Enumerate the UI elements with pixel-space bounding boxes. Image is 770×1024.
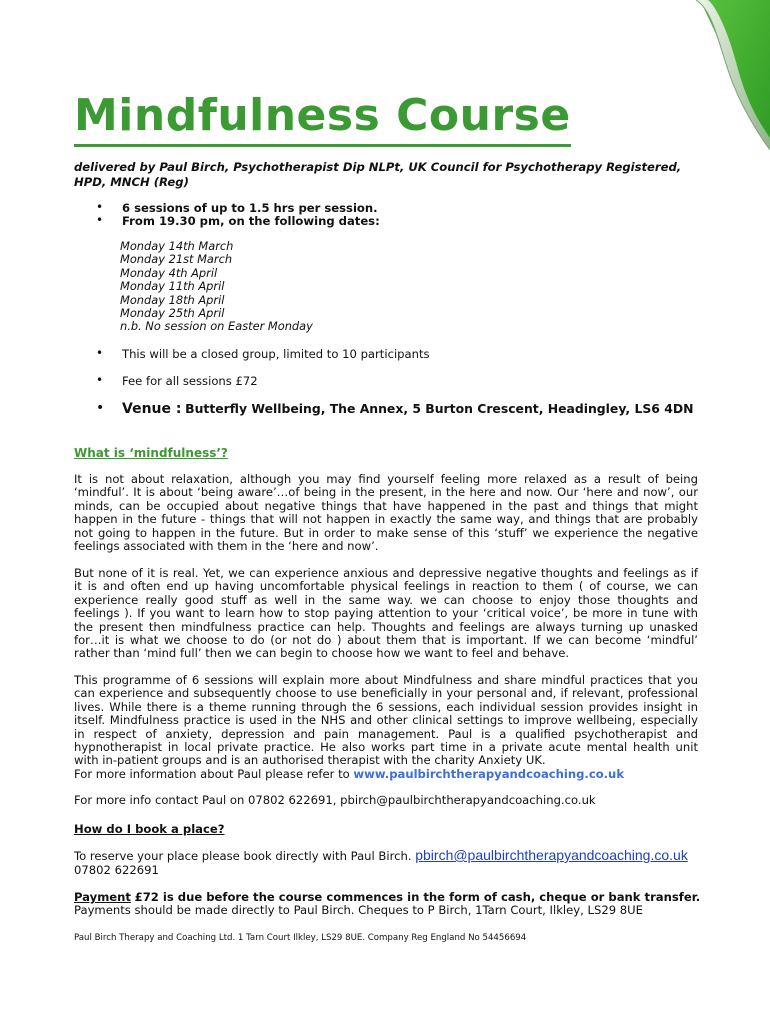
- page-curl-corner: [660, 0, 770, 150]
- text-line: minds, can be occupied about negative things that have happened in the past and things that might: [74, 498, 698, 513]
- booking-email-link[interactable]: pbirch@paulbirchtherapyandcoaching.co.uk: [415, 847, 688, 863]
- date-note: n.b. No session on Easter Monday: [120, 319, 313, 334]
- more-info-line: [74, 768, 698, 781]
- bullet-icon: •: [96, 373, 104, 387]
- contact-line: For more info contact Paul on 07802 622691, pbirch@paulbirchtherapyandcoaching.co.uk: [74, 793, 596, 807]
- text-line: can experience and subsequently choose to use beneficially in your personal and, if relevant, professional: [74, 686, 698, 701]
- paragraph-programme: [74, 674, 698, 781]
- payment-block: [74, 890, 701, 918]
- page-title: Mindfulness Course: [74, 88, 571, 147]
- bullet-fee: Fee for all sessions £72: [122, 374, 258, 388]
- section-heading-booking: How do I book a place?: [74, 822, 225, 836]
- booking-line: [74, 849, 698, 863]
- date-item: Monday 14th March: [120, 239, 234, 253]
- venue-label: Venue :: [122, 401, 182, 417]
- payment-label: Payment: [74, 890, 131, 904]
- bullet-icon: •: [96, 213, 104, 227]
- text-line: But none of it is real. Yet, we can experience anxious and depressive negative thoughts and feelings as if: [74, 566, 698, 580]
- website-link[interactable]: www.paulbirchtherapyandcoaching.co.uk: [353, 766, 625, 781]
- text-line: hypnotherapist in local private practice. He also works part time in a private acute mental health unit: [74, 740, 698, 755]
- text-line: in respect of anxiety, depression and pain management. Paul is a qualified psychotherapist and: [74, 726, 698, 741]
- text-line: happen in the future - things that will not happen in exactly the same way, and things that are probably: [74, 512, 698, 527]
- text-line: It is not about relaxation, although you may find yourself feeling more relaxed as a result of being: [74, 472, 698, 486]
- section-heading-mindfulness: What is ‘mindfulness’?: [74, 446, 228, 460]
- booking-phone: 07802 622691: [74, 863, 159, 877]
- text-line: ‘mindful’. It is about ‘being aware’…of being in the present, in the here and now. Our ‘here and now’, our: [74, 485, 698, 500]
- dates-list: [120, 240, 313, 334]
- text-line: it is and often end up having uncomfortable physical feelings in reaction to them ( of course, we can: [74, 579, 698, 594]
- more-info-text: For more information about Paul please refer to: [74, 766, 350, 781]
- bullet-sessions: 6 sessions of up to 1.5 hrs per session.: [122, 201, 378, 215]
- payment-line: [74, 890, 701, 904]
- text-line: feelings associated with them in the ‘here and now’.: [74, 539, 379, 554]
- booking-text: To reserve your place please book directly with Paul Birch.: [74, 849, 412, 863]
- footer-text: Paul Birch Therapy and Coaching Ltd. 1 Tarn Court Ilkley, LS29 8UE. Company Reg England No 54456694: [74, 933, 527, 943]
- date-item: Monday 18th April: [120, 292, 225, 307]
- paragraph-not-real: [74, 567, 698, 661]
- text-line: the present then mindfulness practice can help. Thoughts and feelings are always turning up unasked: [74, 619, 698, 634]
- date-item: Monday 21st March: [120, 252, 233, 267]
- payment-text: £72 is due before the course commences in the form of cash, cheque or bank transfer.: [134, 890, 701, 904]
- bullet-group: This will be a closed group, limited to 10 participants: [122, 347, 430, 361]
- text-line: itself. Mindfulness practice is used in the NHS and other clinical settings to improve wellbeing, especially: [74, 713, 698, 728]
- text-line: feelings ). If you want to learn how to stop paying attention to your ‘critical voice’, be more in tune with: [74, 606, 698, 621]
- bullet-icon: •: [96, 400, 105, 416]
- paragraph-intro: [74, 473, 698, 553]
- text-line: This programme of 6 sessions will explain more about Mindfulness and share mindful practices that you: [74, 673, 698, 687]
- bullet-icon: •: [96, 200, 104, 214]
- subtitle: delivered by Paul Birch, Psychotherapist Dip NLPt, UK Council for Psychotherapy Registered, HPD, MNCH (Reg): [74, 160, 682, 189]
- text-line: for…it is what we choose to do (or not do ) about them that is important. If we can become ‘mindful’: [74, 633, 698, 648]
- venue-line: [122, 401, 694, 417]
- bullet-icon: •: [96, 346, 104, 360]
- payment-line-2: Payments should be made directly to Paul Birch. Cheques to P Birch, 1Tarn Court, Ilkley, LS29 8UE: [74, 903, 643, 918]
- date-item: Monday 25th April: [120, 306, 225, 321]
- bullet-time: From 19.30 pm, on the following dates:: [122, 214, 380, 228]
- venue-text: Butterfly Wellbeing, The Annex, 5 Burton Crescent, Headingley, LS6 4DN: [185, 401, 694, 416]
- date-item: Monday 4th April: [120, 265, 218, 280]
- text-line: experience really good stuff as well in the same way. we can choose to enjoy those thoughts and: [74, 592, 698, 607]
- text-line: lives. While there is a theme running through the 6 sessions, each individual session provides insight in: [74, 699, 698, 714]
- text-line: not going to happen in the future. But in order to make sense of this ‘stuff’ we experience the negative: [74, 525, 698, 540]
- text-line: with in-patient groups and is an authorised therapist with the charity Anxiety UK.: [74, 753, 546, 768]
- date-item: Monday 11th April: [120, 279, 225, 294]
- text-line: rather than ‘mind full’ then we can begin to choose how we want to feel and behave.: [74, 646, 570, 661]
